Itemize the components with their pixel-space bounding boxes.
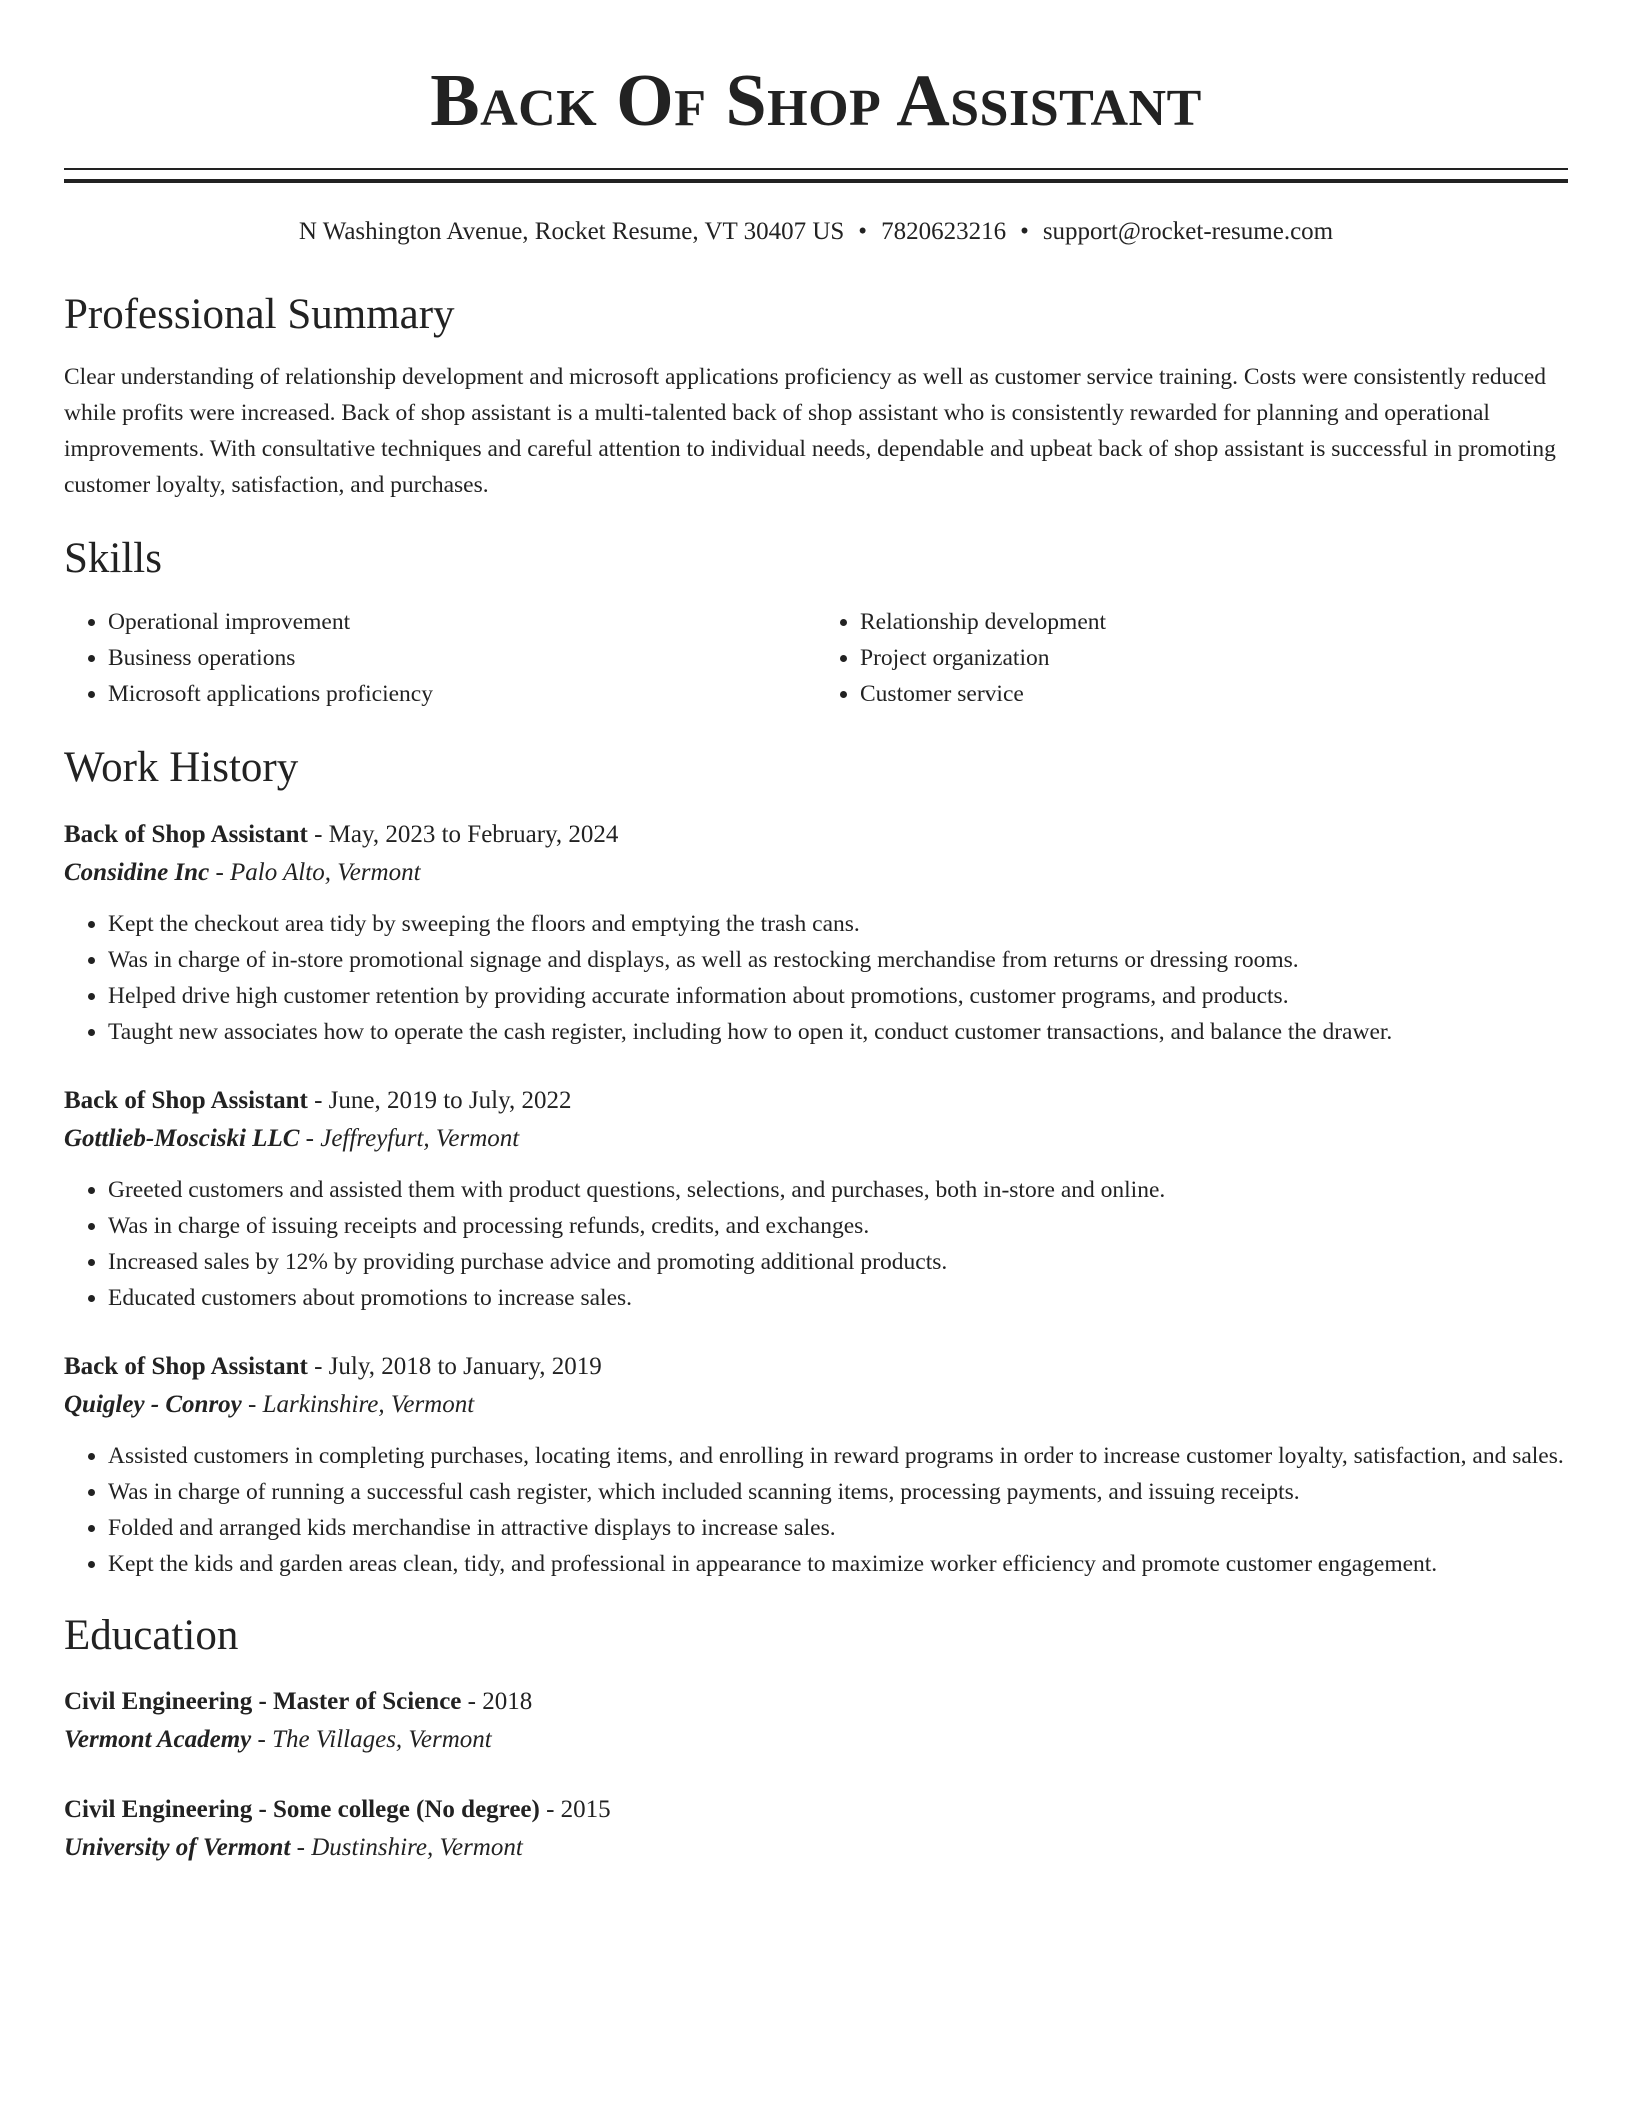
education-location: - The Villages, Vermont [251,1726,492,1754]
education-year: - 2018 [461,1688,533,1716]
skill-item: • Project organization [860,640,1568,676]
contact-email: support@rocket-resume.com [1042,218,1334,245]
job-entry [64,1348,1568,1582]
job-title-line [64,816,1568,854]
skills-list-left [64,604,816,712]
contact-separator: • [1020,218,1029,245]
job-bullets [64,1172,1568,1316]
job-location: - Jeffreyfurt, Vermont [299,1124,520,1152]
job-location: - Palo Alto, Vermont [209,858,421,886]
job-bullet: • Was in charge of in-store promotional signage and displays, as well as restocking merchandise from returns or dressing rooms. [108,942,1568,978]
education-entry [64,1791,1568,1867]
resume-name: Back Of Shop Assistant [430,60,1202,142]
job-bullet: • Kept the checkout area tidy by sweeping the floors and emptying the trash cans. [108,906,1568,942]
job-bullet: • Kept the kids and garden areas clean, tidy, and professional in appearance to maximize worker efficiency and promote customer engagement. [108,1546,1568,1582]
contact-phone: 7820623216 [881,218,1007,245]
job-location: - Larkinshire, Vermont [241,1390,475,1418]
work-history-heading: Work History [64,744,299,792]
job-bullets [64,1438,1568,1582]
job-dates: - July, 2018 to January, 2019 [307,1352,602,1380]
job-bullet: • Assisted customers in completing purchases, locating items, and enrolling in reward programs in order to increase customer loyalty, satisfaction, and sales. [108,1438,1568,1474]
education-school: Vermont Academy [64,1726,252,1754]
education-heading: Education [64,1611,239,1659]
summary-text: Clear understanding of relationship development and microsoft applications proficiency as well as customer service training. Costs were consistently reduced while profits were increased. Back of shop assistant is a multi-talented back of shop assistant who is consistently rewarded for planning and operational improvements. With consultative techniques and careful attention to individual needs, dependable and upbeat back of shop assistant is successful in promoting customer loyalty, satisfaction, and purchases. [64,363,1556,498]
job-bullet: • Increased sales by 12% by providing purchase advice and promoting additional products. [108,1244,1568,1280]
job-bullet: • Educated customers about promotions to increase sales. [108,1280,1568,1316]
education-degree: Civil Engineering - Some college (No degree) [64,1796,540,1824]
skill-item: • Customer service [860,676,1568,712]
skills-heading: Skills [64,534,162,582]
skill-item: • Operational improvement [108,604,816,640]
skill-item: • Microsoft applications proficiency [108,676,816,712]
job-bullet: • Folded and arranged kids merchandise in attractive displays to increase sales. [108,1510,1568,1546]
education-year: - 2015 [539,1796,611,1824]
header-rule [64,168,1568,183]
education-school-line [64,1829,1568,1867]
contact-address: N Washington Avenue, Rocket Resume, VT 30407 US [298,218,845,245]
job-entry [64,1082,1568,1316]
summary-heading: Professional Summary [64,291,455,338]
job-bullet: • Taught new associates how to operate the cash register, including how to open it, conduct customer transactions, and balance the drawer. [108,1014,1568,1050]
job-title: Back of Shop Assistant [64,1086,308,1114]
contact-separator: • [858,218,868,245]
skill-item: • Relationship development [860,604,1568,640]
education-entry [64,1683,1568,1759]
job-bullets [64,906,1568,1050]
skill-item: • Business operations [108,640,816,676]
job-company-line [64,1120,1568,1158]
job-title: Back of Shop Assistant [64,1352,308,1380]
job-dates: - June, 2019 to July, 2022 [307,1086,572,1114]
education-school-line [64,1721,1568,1759]
job-bullet: • Was in charge of running a successful cash register, which included scanning items, processing payments, and issuing receipts. [108,1474,1568,1510]
job-company: Gottlieb-Mosciski LLC [64,1124,300,1152]
job-entry [64,816,1568,1050]
skills-list-right [816,604,1568,712]
job-title-line [64,1082,1568,1120]
contact-line [64,217,1568,247]
job-company: Considine Inc [64,858,210,886]
job-bullet: • Was in charge of issuing receipts and processing refunds, credits, and exchanges. [108,1208,1568,1244]
job-bullet: • Greeted customers and assisted them with product questions, selections, and purchases, both in-store and online. [108,1172,1568,1208]
education-location: - Dustinshire, Vermont [290,1834,523,1862]
skills-columns [64,604,1568,712]
job-dates: - May, 2023 to February, 2024 [307,820,619,848]
job-company-line [64,854,1568,892]
job-bullet: • Helped drive high customer retention by providing accurate information about promotions, customer programs, and products. [108,978,1568,1014]
education-degree-line [64,1791,1568,1829]
education-degree: Civil Engineering - Master of Science [64,1688,462,1716]
job-title-line [64,1348,1568,1386]
job-company-line [64,1386,1568,1424]
job-company: Quigley - Conroy [64,1390,242,1418]
education-school: University of Vermont [64,1834,291,1862]
job-title: Back of Shop Assistant [64,820,308,848]
education-degree-line [64,1683,1568,1721]
